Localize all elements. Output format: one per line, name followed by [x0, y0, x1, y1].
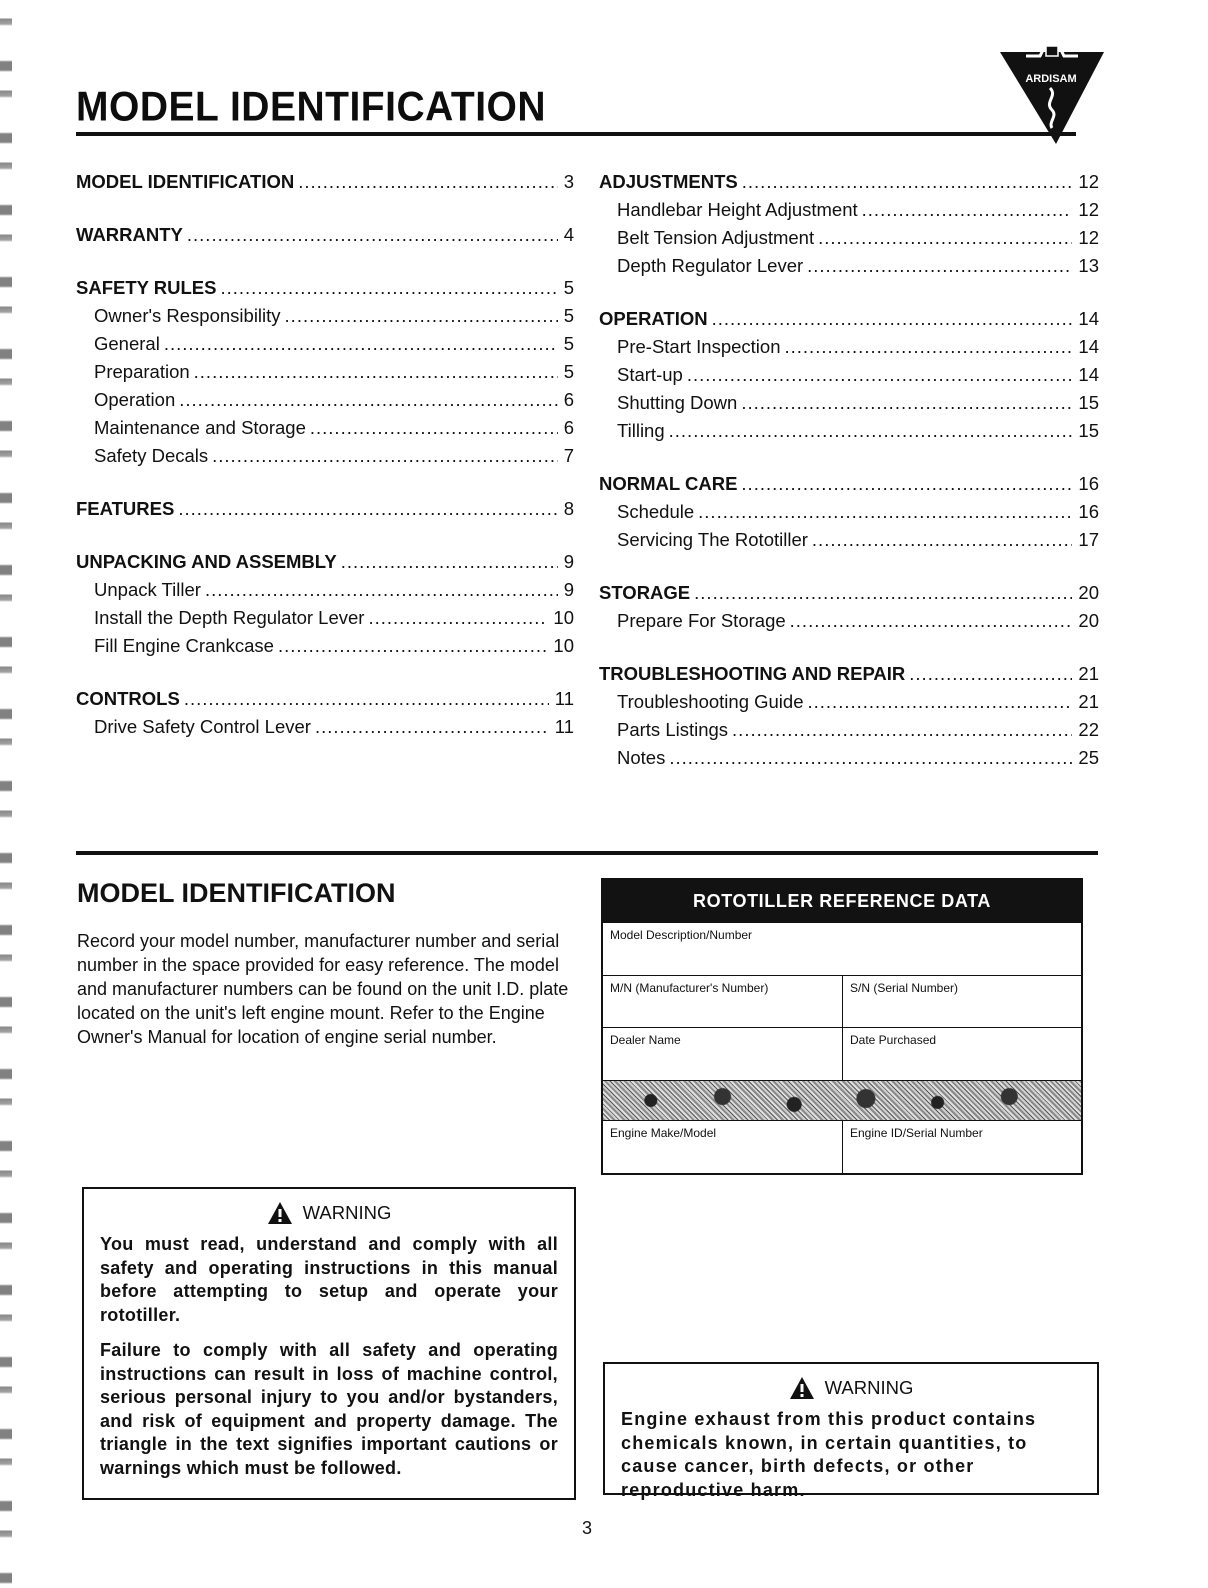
toc-entry-page: 20 [1078, 582, 1099, 603]
toc-leader-dots [862, 196, 1073, 224]
toc-leader-dots [315, 713, 549, 741]
toc-entry-page: 15 [1078, 420, 1099, 441]
toc-entry[interactable] [76, 330, 574, 358]
toc-entry-label: Preparation [94, 361, 190, 382]
table-row [603, 1027, 1081, 1080]
toc-leader-dots [164, 330, 558, 358]
toc-entry-label: Schedule [617, 501, 695, 522]
toc-entry[interactable] [76, 576, 574, 604]
toc-section [76, 168, 574, 196]
warning-label: WARNING [824, 1377, 914, 1399]
toc-leader-dots [807, 252, 1072, 280]
toc-leader-dots [785, 333, 1073, 361]
toc-section [76, 495, 574, 523]
toc-leader-dots [178, 495, 557, 523]
toc-entry-label: Safety Decals [94, 445, 209, 466]
toc-entry-page: 12 [1078, 199, 1099, 220]
toc-entry-page: 25 [1078, 747, 1099, 768]
page-number: 3 [582, 1518, 593, 1538]
reference-table-title: ROTOTILLER REFERENCE DATA [603, 880, 1081, 922]
toc-entry-label: General [94, 333, 160, 354]
toc-entry-label: Servicing The Rototiller [617, 529, 808, 550]
toc-entry-label: Fill Engine Crankcase [94, 635, 274, 656]
toc-entry[interactable] [599, 579, 1099, 607]
toc-entry[interactable] [599, 607, 1099, 635]
toc-entry[interactable] [76, 685, 574, 713]
toc-entry-page: 12 [1078, 171, 1099, 192]
toc-entry-page: 7 [563, 445, 574, 466]
toc-entry[interactable] [76, 713, 574, 741]
toc-entry[interactable] [599, 526, 1099, 554]
toc-entry-label: STORAGE [599, 582, 691, 603]
scan-edge-artifact [0, 0, 12, 1588]
toc-section [76, 274, 574, 470]
warning-paragraph: You must read, understand and comply with all safety and operating instructions in this manual before attempting to setup and operate your rototiller. [100, 1234, 558, 1325]
toc-entry-page: 6 [563, 417, 574, 438]
toc-entry-page: 5 [563, 277, 574, 298]
toc-entry[interactable] [599, 224, 1099, 252]
toc-leader-dots [205, 576, 558, 604]
toc-leader-dots [669, 417, 1073, 445]
toc-entry-page: 14 [1078, 336, 1099, 357]
toc-entry-label: Depth Regulator Lever [617, 255, 804, 276]
toc-entry-label: Prepare For Storage [617, 610, 786, 631]
warning-box-exhaust [603, 1362, 1099, 1500]
toc-leader-dots [184, 685, 549, 713]
toc-entry[interactable] [76, 442, 574, 470]
toc-entry[interactable] [599, 168, 1099, 196]
toc-entry-page: 11 [554, 716, 574, 737]
toc-entry-page: 16 [1078, 501, 1099, 522]
toc-leader-dots [732, 716, 1072, 744]
toc-entry-page: 5 [563, 305, 574, 326]
toc-entry[interactable] [599, 389, 1099, 417]
toc-entry-page: 10 [553, 635, 574, 656]
warning-paragraph: Engine exhaust from this product contains chemicals known, in certain quantities, to cause cancer, birth defects, or other reproductive harm. [621, 1409, 1037, 1500]
toc-entry[interactable] [599, 196, 1099, 224]
toc-entry-label: Belt Tension Adjustment [617, 227, 815, 248]
toc-entry[interactable] [599, 361, 1099, 389]
toc-entry-page: 6 [563, 389, 574, 410]
toc-entry-page: 9 [563, 551, 574, 572]
toc-entry-label: Drive Safety Control Lever [94, 716, 311, 737]
intro-paragraph: Record your model number, manufacturer number and serial number in the space provided for easy reference. The model and manufacturer numbers can be found on the unit I.D. plate located on the unit's left engine mount. Refer to the Engine Owner's Manual for location of engine serial number. [77, 931, 569, 1047]
toc-entry[interactable] [599, 252, 1099, 280]
toc-entry[interactable] [76, 358, 574, 386]
toc-section [599, 168, 1099, 280]
toc-section [599, 660, 1099, 772]
toc-entry-page: 8 [563, 498, 574, 519]
toc-left-column [76, 168, 574, 766]
toc-leader-dots [285, 302, 558, 330]
warning-heading [100, 1201, 558, 1225]
toc-entry-label: Start-up [617, 364, 683, 385]
toc-entry[interactable] [76, 632, 574, 660]
toc-entry[interactable] [599, 470, 1099, 498]
toc-leader-dots [741, 389, 1072, 417]
model-description-field[interactable]: Model Description/Number [610, 928, 753, 942]
toc-leader-dots [790, 607, 1073, 635]
toc-entry-label: OPERATION [599, 308, 708, 329]
toc-entry-page: 12 [1078, 227, 1099, 248]
warning-triangle-icon [267, 1201, 293, 1225]
toc-leader-dots [742, 168, 1073, 196]
toc-leader-dots [687, 361, 1073, 389]
toc-section [599, 470, 1099, 554]
toc-leader-dots [818, 224, 1072, 252]
warning-box-safety [82, 1187, 576, 1500]
toc-entry[interactable] [76, 604, 574, 632]
toc-entry-page: 20 [1078, 610, 1099, 631]
toc-entry-label: NORMAL CARE [599, 473, 738, 494]
toc-section [76, 548, 574, 660]
ardisam-logo-icon [1000, 46, 1104, 146]
warning-heading [621, 1376, 1081, 1400]
toc-entry-page: 21 [1078, 663, 1099, 684]
toc-leader-dots [909, 660, 1072, 688]
toc-entry[interactable] [599, 417, 1099, 445]
toc-section [76, 221, 574, 249]
toc-entry[interactable] [599, 716, 1099, 744]
toc-section [76, 685, 574, 741]
toc-leader-dots [278, 632, 547, 660]
warning-triangle-icon [789, 1376, 815, 1400]
warning-paragraph: Failure to comply with all safety and operating instructions can result in loss of machine control, serious personal injury to you and/or bystanders, and risk of equipment and property damage. The triangle in the text signifies important cautions or warnings which must be followed. [100, 1340, 558, 1478]
toc-entry-label: Owner's Responsibility [94, 305, 281, 326]
toc-entry-page: 14 [1078, 364, 1099, 385]
serial-number-field[interactable]: S/N (Serial Number) [842, 976, 1081, 1027]
toc-entry-label: Shutting Down [617, 392, 738, 413]
toc-entry[interactable] [76, 302, 574, 330]
toc-entry-label: Notes [617, 747, 666, 768]
toc-entry-label: SAFETY RULES [76, 277, 217, 298]
toc-entry-label: Handlebar Height Adjustment [617, 199, 858, 220]
toc-entry[interactable] [76, 386, 574, 414]
toc-leader-dots [212, 442, 558, 470]
toc-leader-dots [694, 579, 1072, 607]
toc-leader-dots [298, 168, 557, 196]
toc-entry-page: 21 [1078, 691, 1099, 712]
toc-entry[interactable] [599, 305, 1099, 333]
toc-entry[interactable] [76, 221, 574, 249]
toc-leader-dots [712, 305, 1073, 333]
toc-leader-dots [220, 274, 557, 302]
toc-entry-page: 13 [1078, 255, 1099, 276]
toc-entry-label: Tilling [617, 420, 665, 441]
toc-entry-page: 5 [563, 333, 574, 354]
warning-label: WARNING [302, 1202, 392, 1224]
table-row [603, 975, 1081, 1027]
toc-entry[interactable] [76, 274, 574, 302]
toc-entry[interactable] [599, 744, 1099, 772]
toc-leader-dots [179, 386, 557, 414]
toc-entry-label: CONTROLS [76, 688, 180, 709]
toc-leader-dots [310, 414, 558, 442]
toc-entry-label: Parts Listings [617, 719, 729, 740]
toc-entry-page: 15 [1078, 392, 1099, 413]
scan-noise-band [603, 1080, 1081, 1120]
toc-right-column [599, 168, 1099, 797]
toc-entry-page: 10 [553, 607, 574, 628]
header-rule [76, 132, 1076, 136]
table-row [603, 922, 1081, 975]
toc-entry-label: Install the Depth Regulator Lever [94, 607, 365, 628]
toc-entry-label: Troubleshooting Guide [617, 691, 804, 712]
engine-make-model-field[interactable]: Engine Make/Model [610, 1126, 717, 1140]
table-row [603, 1120, 1081, 1173]
toc-entry-label: Pre-Start Inspection [617, 336, 781, 357]
toc-entry-label: Unpack Tiller [94, 579, 201, 600]
toc-entry-page: 3 [563, 171, 574, 192]
toc-entry[interactable] [76, 548, 574, 576]
toc-entry-label: TROUBLESHOOTING AND REPAIR [599, 663, 906, 684]
toc-entry-page: 11 [554, 688, 574, 709]
page-title: MODEL IDENTIFICATION [76, 84, 547, 131]
toc-leader-dots [812, 526, 1073, 554]
toc-entry-label: FEATURES [76, 498, 175, 519]
toc-leader-dots [808, 688, 1073, 716]
toc-entry[interactable] [76, 414, 574, 442]
toc-entry-page: 4 [563, 224, 574, 245]
toc-entry-label: ADJUSTMENTS [599, 171, 738, 192]
toc-entry-page: 5 [563, 361, 574, 382]
section-rule [76, 851, 1098, 855]
manufacturer-number-field[interactable]: M/N (Manufacturer's Number) [610, 981, 769, 995]
toc-entry[interactable] [599, 498, 1099, 526]
toc-section [599, 305, 1099, 445]
logo-text: ARDISAM [1025, 73, 1077, 85]
toc-entry[interactable] [76, 495, 574, 523]
toc-entry-label: WARRANTY [76, 224, 183, 245]
toc-entry[interactable] [599, 333, 1099, 361]
engine-serial-field[interactable]: Engine ID/Serial Number [842, 1121, 1081, 1173]
toc-entry-label: Operation [94, 389, 176, 410]
toc-entry[interactable] [599, 660, 1099, 688]
toc-entry-page: 16 [1078, 473, 1099, 494]
toc-entry-page: 9 [563, 579, 574, 600]
toc-leader-dots [741, 470, 1072, 498]
toc-entry[interactable] [599, 688, 1099, 716]
dealer-name-field[interactable]: Dealer Name [610, 1033, 681, 1047]
toc-entry[interactable] [76, 168, 574, 196]
toc-leader-dots [669, 744, 1072, 772]
toc-leader-dots [698, 498, 1072, 526]
date-purchased-field[interactable]: Date Purchased [842, 1028, 1081, 1080]
toc-entry-page: 17 [1078, 529, 1099, 550]
toc-entry-label: Maintenance and Storage [94, 417, 306, 438]
toc-leader-dots [194, 358, 558, 386]
toc-leader-dots [341, 548, 558, 576]
toc-entry-page: 14 [1078, 308, 1099, 329]
toc-leader-dots [368, 604, 547, 632]
toc-leader-dots [187, 221, 558, 249]
toc-entry-label: UNPACKING AND ASSEMBLY [76, 551, 337, 572]
toc-entry-page: 22 [1078, 719, 1099, 740]
toc-entry-label: MODEL IDENTIFICATION [76, 171, 295, 192]
reference-data-table [601, 878, 1083, 1175]
toc-section [599, 579, 1099, 635]
section-title: MODEL IDENTIFICATION [77, 878, 396, 908]
